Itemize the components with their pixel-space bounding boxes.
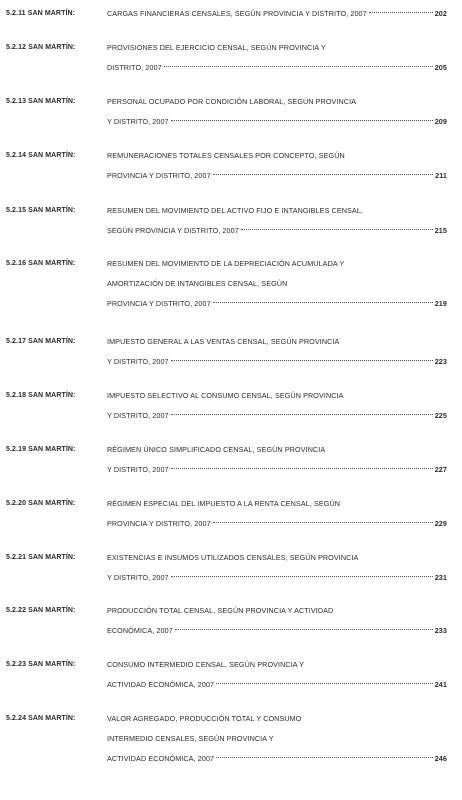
toc-entry-title-line bbox=[107, 548, 447, 568]
toc-entry-title-text: ACTIVIDAD ECONÓMICA, 2007 bbox=[107, 754, 215, 763]
toc-entry-title bbox=[107, 548, 447, 588]
toc-entry-code: 5.2.15 SAN MARTÍN: bbox=[6, 207, 76, 214]
toc-entry-title-line bbox=[107, 568, 447, 588]
toc-entry-title-line bbox=[107, 494, 447, 514]
dot-leader bbox=[216, 683, 433, 684]
toc-entry-code: 5.2.11 SAN MARTÍN: bbox=[6, 10, 76, 17]
toc-entry-title-text: EXISTENCIAS E INSUMOS UTILIZADOS CENSALES, SEGÚN PROVINCIA bbox=[107, 553, 359, 562]
toc-entry-title bbox=[107, 655, 447, 695]
toc-entry-code: 5.2.14 SAN MARTÍN: bbox=[6, 152, 76, 159]
toc-entry-title bbox=[107, 92, 447, 132]
toc-entry-title bbox=[107, 332, 447, 372]
toc-entry-code: 5.2.23 SAN MARTÍN: bbox=[6, 661, 76, 668]
toc-entry-title-line bbox=[107, 254, 447, 274]
toc-entry-title-line bbox=[107, 729, 447, 749]
dot-leader bbox=[241, 229, 433, 230]
page-number: 246 bbox=[434, 754, 447, 763]
toc-entry-title-text: VALOR AGREGADO, PRODUCCIÓN TOTAL Y CONSUMO bbox=[107, 714, 302, 723]
page-number: 219 bbox=[434, 299, 447, 308]
toc-entry-title-text: IMPUESTO SELECTIVO AL CONSUMO CENSAL, SEGÚN PROVINCIA bbox=[107, 391, 344, 400]
toc-entry-title bbox=[107, 254, 447, 314]
toc-entry-title-text: Y DISTRITO, 2007 bbox=[107, 117, 169, 126]
toc-entry-code: 5.2.17 SAN MARTÍN: bbox=[6, 338, 76, 345]
page-number: 233 bbox=[434, 626, 447, 635]
toc-entry-title-line bbox=[107, 440, 447, 460]
toc-entry-title-text: DISTRITO, 2007 bbox=[107, 63, 162, 72]
toc-entry-title bbox=[107, 146, 447, 186]
toc-entry-code: 5.2.16 SAN MARTÍN: bbox=[6, 260, 76, 267]
toc-entry-title-text: CARGAS FINANCIERAS CENSALES, SEGÚN PROVINCIA Y DISTRITO, 2007 bbox=[107, 9, 367, 18]
toc-entry-title bbox=[107, 201, 447, 241]
toc-entry-title-text: PERSONAL OCUPADO POR CONDICIÓN LABORAL, SEGÚN PROVINCIA bbox=[107, 97, 357, 106]
toc-entry-title-line bbox=[107, 274, 447, 294]
toc-entry-code: 5.2.21 SAN MARTÍN: bbox=[6, 554, 76, 561]
dot-leader bbox=[216, 757, 433, 758]
toc-entry-title-text: RÉGIMEN ÚNICO SIMPLIFICADO CENSAL, SEGÚN PROVINCIA bbox=[107, 445, 326, 454]
page-number: 231 bbox=[434, 573, 447, 582]
toc-entry-title-text: CONSUMO INTERMEDIO CENSAL, SEGÚN PROVINCIA Y bbox=[107, 660, 305, 669]
page-number: 227 bbox=[434, 465, 447, 474]
toc-entry-title-line bbox=[107, 352, 447, 372]
toc-entry-title-line bbox=[107, 38, 447, 58]
toc-entry-title-text: RÉGIMEN ESPECIAL DEL IMPUESTO A LA RENTA CENSAL, SEGÚN bbox=[107, 499, 341, 508]
toc-entry-title-text: ECONÓMICA, 2007 bbox=[107, 626, 173, 635]
toc-entry-title-line bbox=[107, 332, 447, 352]
toc-entry-title bbox=[107, 4, 447, 24]
toc-entry-title-line bbox=[107, 4, 447, 24]
dot-leader bbox=[171, 120, 433, 121]
dot-leader bbox=[164, 66, 433, 67]
dot-leader bbox=[171, 360, 433, 361]
toc-entry-title-line bbox=[107, 675, 447, 695]
toc-entry-title-text: Y DISTRITO, 2007 bbox=[107, 573, 169, 582]
page-number: 209 bbox=[434, 117, 447, 126]
toc-entry-title bbox=[107, 601, 447, 641]
dot-leader bbox=[171, 468, 433, 469]
toc-entry-code: 5.2.13 SAN MARTÍN: bbox=[6, 98, 76, 105]
toc-entry-code: 5.2.18 SAN MARTÍN: bbox=[6, 392, 76, 399]
dot-leader bbox=[213, 174, 433, 175]
toc-entry-title-line bbox=[107, 58, 447, 78]
toc-entry-title-text: REMUNERACIONES TOTALES CENSALES POR CONCEPTO, SEGÚN bbox=[107, 151, 345, 160]
toc-entry-code: 5.2.24 SAN MARTÍN: bbox=[6, 715, 76, 722]
page-number: 225 bbox=[434, 411, 447, 420]
dot-leader bbox=[171, 576, 433, 577]
toc-entry-title-line bbox=[107, 621, 447, 641]
page-number: 223 bbox=[434, 357, 447, 366]
toc-entry-title-text: PRODUCCIÓN TOTAL CENSAL, SEGÚN PROVINCIA Y ACTIVIDAD bbox=[107, 606, 334, 615]
toc-entry-title-line bbox=[107, 201, 447, 221]
toc-entry-title-line bbox=[107, 146, 447, 166]
toc-entry-title bbox=[107, 440, 447, 480]
toc-entry-code: 5.2.12 SAN MARTÍN: bbox=[6, 44, 76, 51]
toc-entry-title-text: PROVINCIA Y DISTRITO, 2007 bbox=[107, 299, 211, 308]
toc-entry-title-line bbox=[107, 386, 447, 406]
toc-entry-title-text: PROVINCIA Y DISTRITO, 2007 bbox=[107, 519, 211, 528]
toc-entry-title-text: PROVISIONES DEL EJERCICIO CENSAL, SEGÚN PROVINCIA Y bbox=[107, 43, 326, 52]
toc-entry-title-text: RESUMEN DEL MOVIMIENTO DEL ACTIVO FIJO E INTANGIBLES CENSAL, bbox=[107, 206, 364, 215]
toc-entry-title-text: SEGÚN PROVINCIA Y DISTRITO, 2007 bbox=[107, 226, 239, 235]
toc-entry-title-line bbox=[107, 166, 447, 186]
toc-entry-title-line bbox=[107, 112, 447, 132]
toc-entry-title-line bbox=[107, 709, 447, 729]
dot-leader bbox=[369, 12, 433, 13]
dot-leader bbox=[213, 522, 433, 523]
toc-entry-title bbox=[107, 38, 447, 78]
toc-entry-title-line bbox=[107, 514, 447, 534]
toc-entry-title-line bbox=[107, 601, 447, 621]
toc-entry-code: 5.2.19 SAN MARTÍN: bbox=[6, 446, 76, 453]
toc-entry-title-text: Y DISTRITO, 2007 bbox=[107, 357, 169, 366]
toc-entry-title-text: INTERMEDIO CENSALES, SEGÚN PROVINCIA Y bbox=[107, 734, 274, 743]
toc-entry-title-text: RESUMEN DEL MOVIMIENTO DE LA DEPRECIACIÓN ACUMULADA Y bbox=[107, 259, 345, 268]
toc-entry-title-line bbox=[107, 655, 447, 675]
toc-entry-title-text: ACTIVIDAD ECONÓMICA, 2007 bbox=[107, 680, 215, 689]
toc-entry-code: 5.2.22 SAN MARTÍN: bbox=[6, 607, 76, 614]
toc-entry-title-text: IMPUESTO GENERAL A LAS VENTAS CENSAL, SEGÚN PROVINCIA bbox=[107, 337, 340, 346]
toc-entry-title-line bbox=[107, 406, 447, 426]
page-number: 215 bbox=[434, 226, 447, 235]
toc-entry-title-text: Y DISTRITO, 2007 bbox=[107, 465, 169, 474]
toc-entry-title bbox=[107, 494, 447, 534]
toc-entry-title-text: PROVINCIA Y DISTRITO, 2007 bbox=[107, 171, 211, 180]
toc-entry-title-line bbox=[107, 749, 447, 769]
page-number: 202 bbox=[434, 9, 447, 18]
page-number: 211 bbox=[435, 171, 447, 180]
toc-entry-title-text: Y DISTRITO, 2007 bbox=[107, 411, 169, 420]
dot-leader bbox=[171, 414, 433, 415]
toc-entry-title-line bbox=[107, 92, 447, 112]
toc-entry-title-text: AMORTIZACIÓN DE INTANGIBLES CENSAL, SEGÚN bbox=[107, 279, 288, 288]
page-number: 241 bbox=[434, 680, 447, 689]
toc-entry-title bbox=[107, 709, 447, 769]
dot-leader bbox=[175, 629, 433, 630]
page-number: 205 bbox=[434, 63, 447, 72]
toc-entry-title-line bbox=[107, 221, 447, 241]
dot-leader bbox=[213, 302, 433, 303]
toc-entry-code: 5.2.20 SAN MARTÍN: bbox=[6, 500, 76, 507]
toc-entry-title-line bbox=[107, 460, 447, 480]
toc-entry-title-line bbox=[107, 294, 447, 314]
toc-entry-title bbox=[107, 386, 447, 426]
page-number: 229 bbox=[434, 519, 447, 528]
